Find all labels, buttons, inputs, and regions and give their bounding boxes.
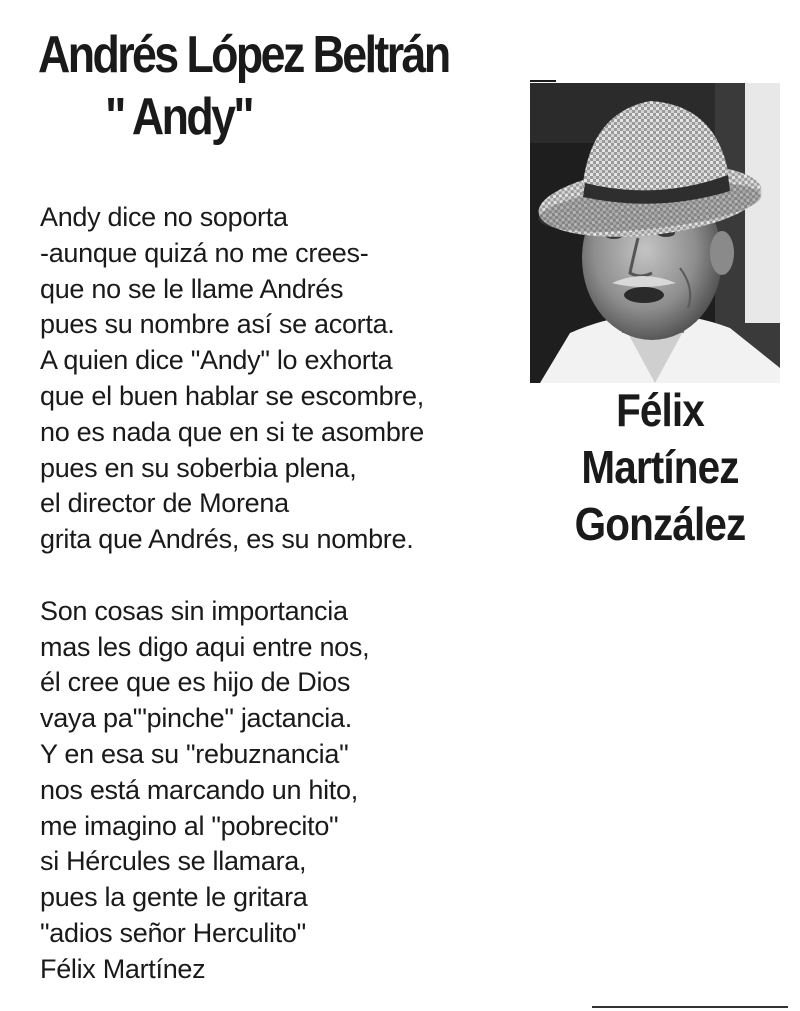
poem-line: pues en su soberbia plena, [40, 452, 357, 483]
poem [40, 200, 530, 988]
poem-line: mas les digo aqui entre nos, [40, 631, 370, 662]
poem-line: él cree que es hijo de Dios [40, 667, 351, 698]
poem-line: si Hércules se llamara, [40, 846, 307, 877]
poem-line: grita que Andrés, es su nombre. [40, 524, 414, 555]
author-portrait-image [530, 83, 780, 383]
poem-line: que el buen hablar se escombre, [40, 380, 424, 411]
poem-line: "adios señor Herculito" [40, 917, 306, 948]
poem-line: Son cosas sin importancia [40, 595, 348, 626]
poem-line: Andy dice no soporta [40, 202, 288, 232]
poem-line: me imagino al "pobrecito" [40, 810, 339, 841]
headline-name: Andrés López Beltrán [38, 26, 449, 84]
poem-line: que no se le llame Andrés [40, 273, 344, 304]
headline-rule [530, 80, 556, 82]
poem-line: Y en esa su "rebuznancia" [40, 738, 349, 769]
poem-line: pues la gente le gritara [40, 882, 308, 913]
author-first-name: Félix [616, 384, 704, 436]
headline-nickname: " Andy" [105, 88, 252, 146]
bottom-rule [592, 1006, 788, 1008]
poem-line: pues su nombre así se acorta. [40, 309, 395, 340]
poem-line: nos está marcando un hito, [40, 774, 358, 805]
headline [38, 24, 449, 148]
author-photo [530, 83, 780, 383]
author-last-name-2: González [574, 498, 746, 550]
poem-line: el director de Morena [40, 488, 289, 519]
poem-stanza-1 [40, 200, 530, 558]
poem-line: vaya pa'"pinche" jactancia. [40, 703, 352, 734]
poem-line: no es nada que en si te asombre [40, 416, 424, 447]
poem-stanza-2 [40, 594, 530, 988]
poem-line: A quien dice "Andy" lo exhorta [40, 345, 393, 376]
poem-line: -aunque quizá no me crees- [40, 237, 369, 268]
author-last-name-1: Martínez [581, 441, 739, 493]
author-byline [540, 382, 780, 553]
poem-signature: Félix Martínez [40, 953, 206, 984]
